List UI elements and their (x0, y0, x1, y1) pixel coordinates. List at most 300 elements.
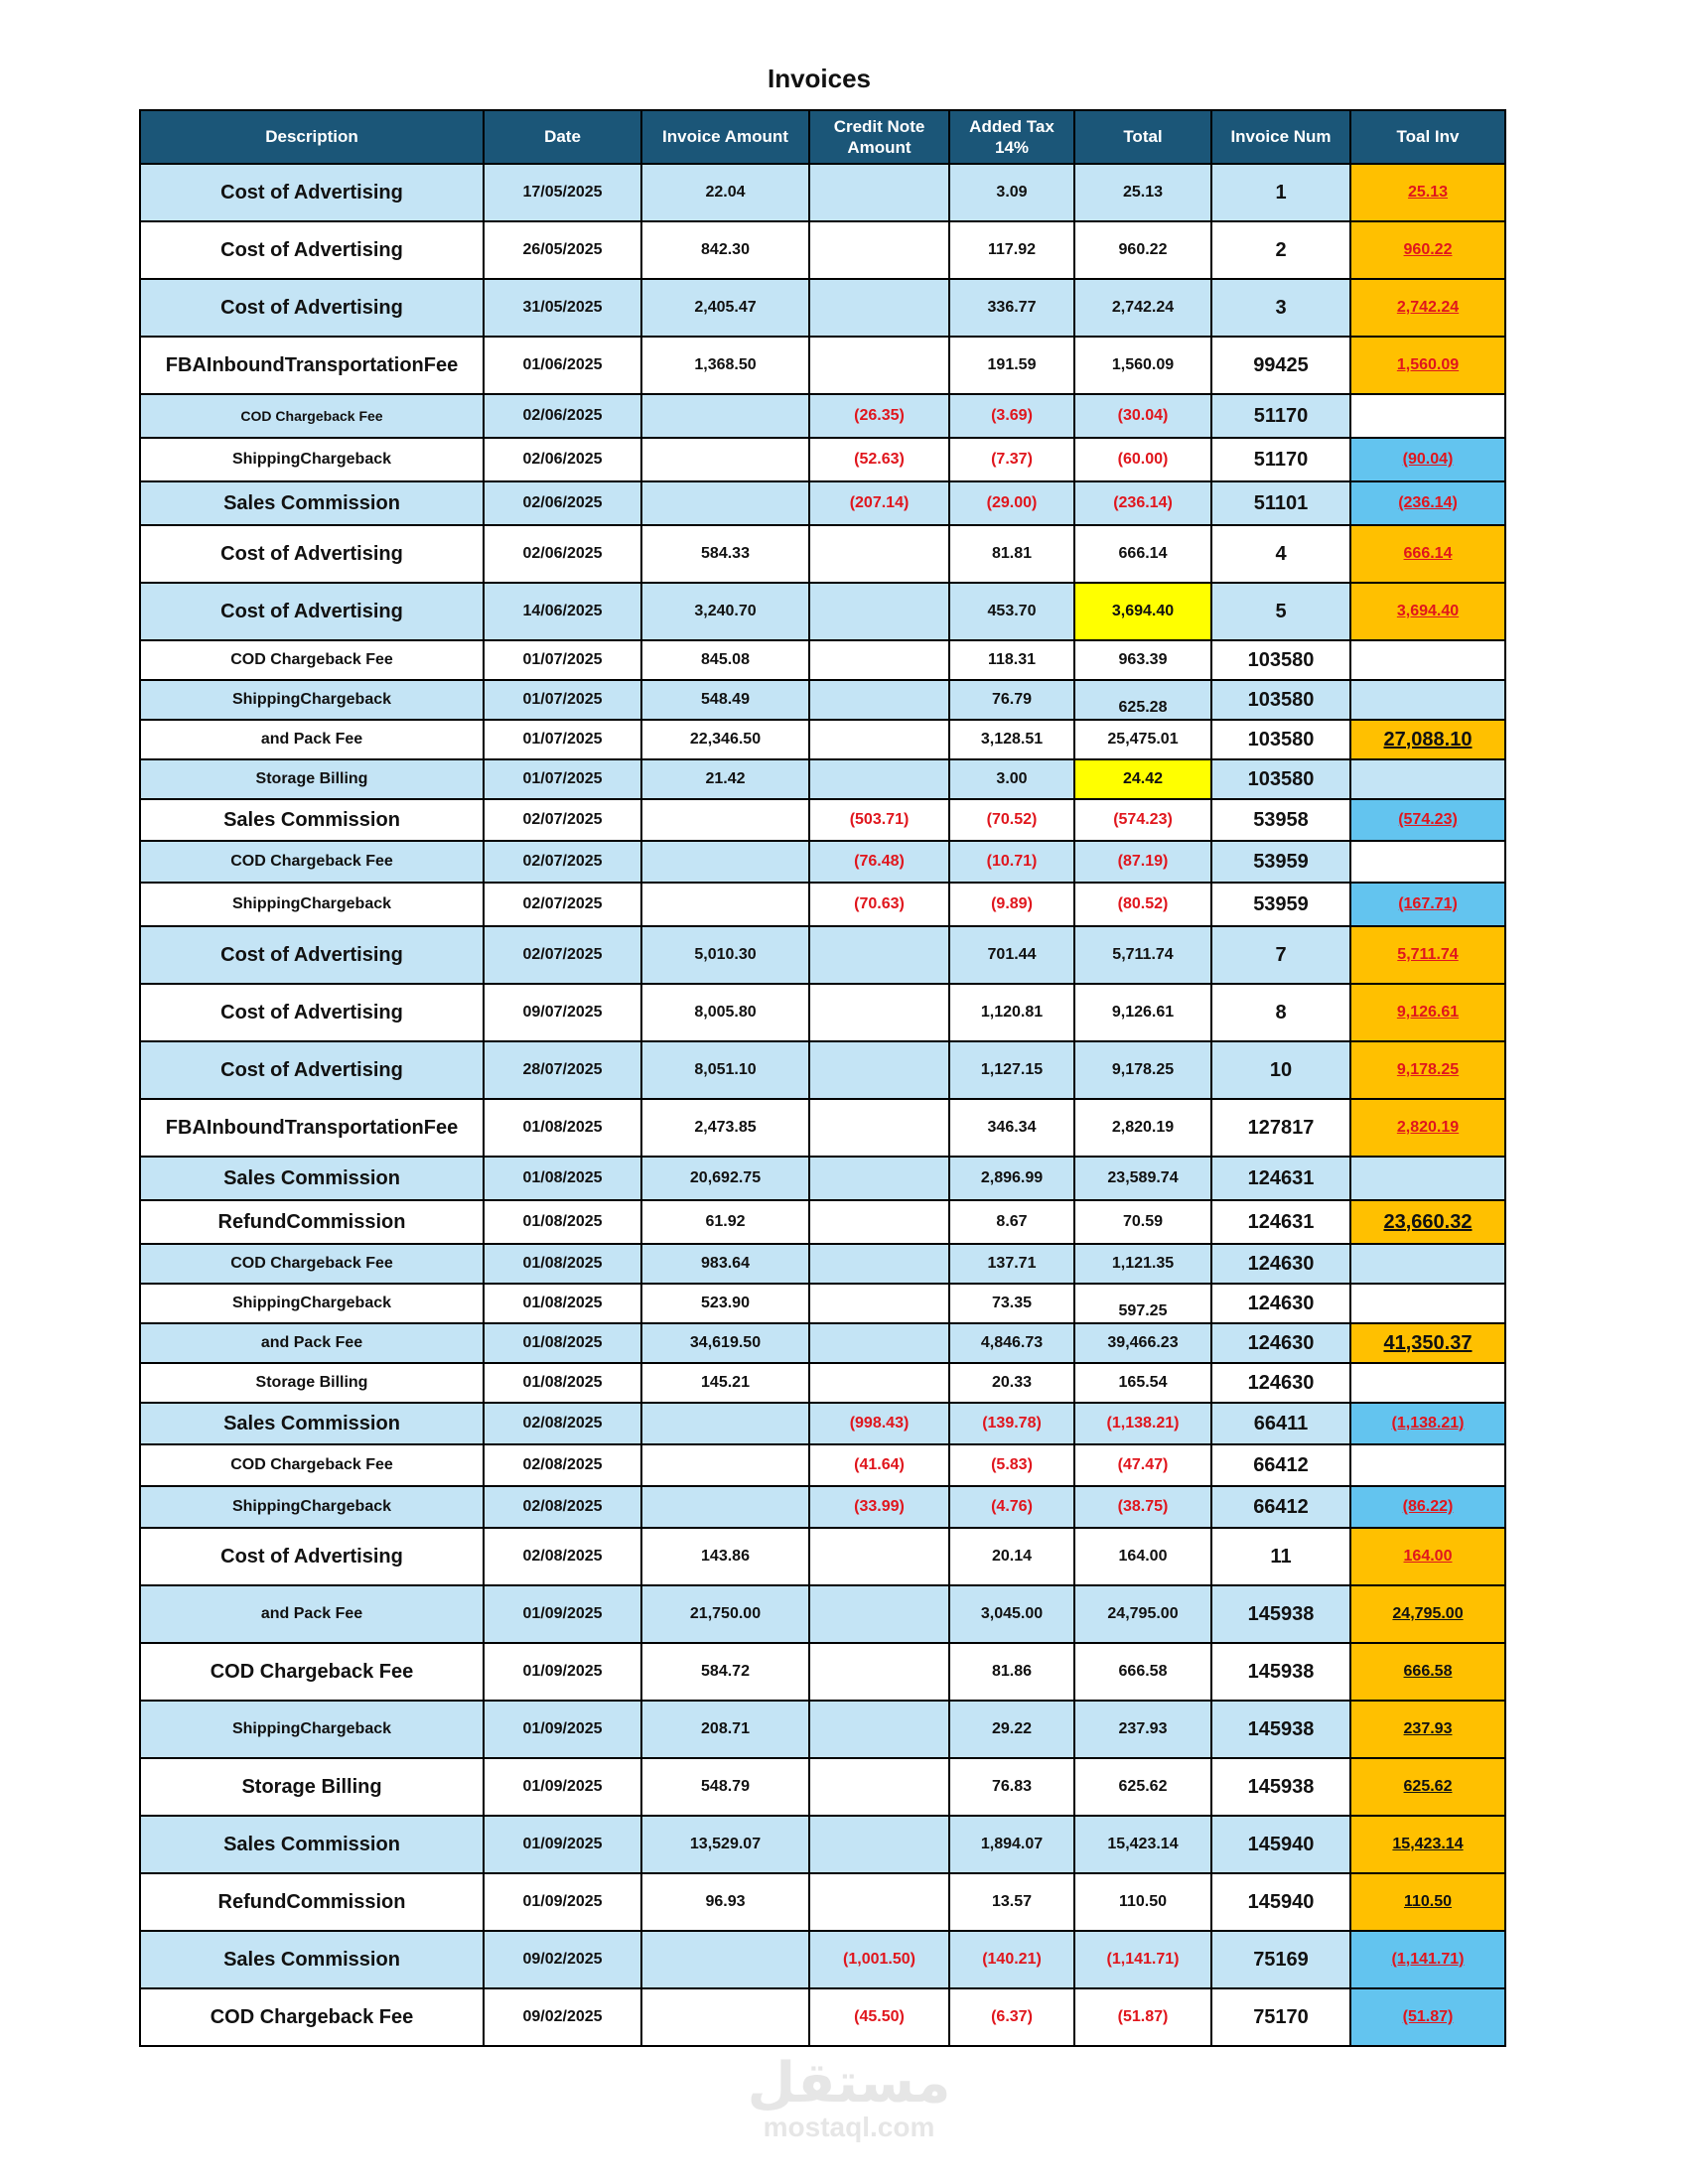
total-cell: 625.62 (1074, 1758, 1211, 1816)
date-cell: 01/07/2025 (484, 640, 641, 680)
description-cell: COD Chargeback Fee (140, 1643, 484, 1701)
total-cell: 23,589.74 (1074, 1157, 1211, 1200)
total-cell: 666.14 (1074, 525, 1211, 583)
credit-note-cell: (998.43) (809, 1403, 949, 1444)
date-cell: 01/08/2025 (484, 1099, 641, 1157)
watermark-arabic: مستقل (747, 2051, 951, 2114)
description-cell: Cost of Advertising (140, 164, 484, 221)
total-inv-cell (1350, 1157, 1505, 1200)
date-cell: 31/05/2025 (484, 279, 641, 337)
table-row (140, 337, 1505, 394)
invoice-num-cell: 3 (1211, 279, 1350, 337)
total-cell: 3,694.40 (1074, 583, 1211, 640)
added-tax-cell: 81.81 (949, 525, 1074, 583)
total-inv-value: 15,423.14 (1392, 1836, 1464, 1852)
date-cell: 14/06/2025 (484, 583, 641, 640)
col-header-total: Total (1074, 110, 1211, 164)
credit-note-cell (809, 1528, 949, 1585)
total-cell: 2,742.24 (1074, 279, 1211, 337)
invoice-num-cell: 51170 (1211, 438, 1350, 481)
description-cell: COD Chargeback Fee (140, 1988, 484, 2046)
total-cell: (38.75) (1074, 1486, 1211, 1528)
date-cell: 01/08/2025 (484, 1157, 641, 1200)
table-row (140, 799, 1505, 841)
total-inv-cell (1350, 1816, 1505, 1873)
date-cell: 02/06/2025 (484, 438, 641, 481)
invoice-num-cell: 103580 (1211, 640, 1350, 680)
table-row (140, 481, 1505, 525)
added-tax-cell: 76.83 (949, 1758, 1074, 1816)
date-cell: 01/08/2025 (484, 1323, 641, 1363)
total-inv-value: (574.23) (1398, 811, 1458, 828)
description-cell: ShippingChargeback (140, 883, 484, 926)
table-row (140, 525, 1505, 583)
credit-note-cell: (70.63) (809, 883, 949, 926)
total-inv-value: (90.04) (1402, 451, 1454, 468)
total-inv-value: 24,795.00 (1392, 1605, 1464, 1622)
invoice-amount-cell: 8,051.10 (641, 1041, 809, 1099)
invoice-num-cell: 10 (1211, 1041, 1350, 1099)
invoice-amount-cell: 842.30 (641, 221, 809, 279)
watermark-latin: mostaql.com (763, 2112, 935, 2142)
total-inv-value: 625.62 (1403, 1778, 1453, 1795)
description-cell: COD Chargeback Fee (140, 841, 484, 883)
added-tax-cell: 3.00 (949, 759, 1074, 799)
added-tax-cell: 118.31 (949, 640, 1074, 680)
table-row (140, 164, 1505, 221)
credit-note-cell: (45.50) (809, 1988, 949, 2046)
table-row (140, 1873, 1505, 1931)
table-row (140, 1701, 1505, 1758)
total-inv-cell (1350, 1528, 1505, 1585)
total-cell: 25.13 (1074, 164, 1211, 221)
total-inv-cell (1350, 799, 1505, 841)
total-inv-value: (51.87) (1402, 2008, 1454, 2025)
invoice-amount-cell: 143.86 (641, 1528, 809, 1585)
total-cell: 237.93 (1074, 1701, 1211, 1758)
description-cell: Sales Commission (140, 799, 484, 841)
invoice-num-cell: 51170 (1211, 394, 1350, 438)
invoice-num-cell: 145938 (1211, 1643, 1350, 1701)
date-cell: 09/02/2025 (484, 1931, 641, 1988)
invoice-num-cell: 145938 (1211, 1701, 1350, 1758)
credit-note-cell (809, 525, 949, 583)
date-cell: 28/07/2025 (484, 1041, 641, 1099)
total-inv-value: (86.22) (1402, 1498, 1454, 1515)
table-row (140, 1758, 1505, 1816)
invoice-amount-cell: 548.79 (641, 1758, 809, 1816)
invoice-amount-cell (641, 841, 809, 883)
total-inv-cell (1350, 279, 1505, 337)
total-inv-cell (1350, 640, 1505, 680)
invoice-num-cell: 5 (1211, 583, 1350, 640)
date-cell: 02/06/2025 (484, 481, 641, 525)
total-inv-value: 666.14 (1403, 545, 1453, 562)
invoice-num-cell: 66412 (1211, 1444, 1350, 1486)
total-inv-cell (1350, 1041, 1505, 1099)
added-tax-cell: 3.09 (949, 164, 1074, 221)
invoice-amount-cell: 21.42 (641, 759, 809, 799)
invoice-amount-cell: 1,368.50 (641, 337, 809, 394)
date-cell: 02/07/2025 (484, 926, 641, 984)
total-inv-value: 164.00 (1403, 1548, 1453, 1565)
added-tax-cell: 29.22 (949, 1701, 1074, 1758)
total-inv-cell (1350, 1099, 1505, 1157)
added-tax-cell: (70.52) (949, 799, 1074, 841)
added-tax-cell: 336.77 (949, 279, 1074, 337)
table-row (140, 1041, 1505, 1099)
page-title: Invoices (767, 64, 872, 93)
credit-note-cell (809, 583, 949, 640)
invoice-num-cell: 8 (1211, 984, 1350, 1041)
description-cell: Storage Billing (140, 1363, 484, 1403)
invoice-amount-cell: 548.49 (641, 680, 809, 720)
total-inv-cell (1350, 438, 1505, 481)
table-row (140, 1403, 1505, 1444)
added-tax-cell: (9.89) (949, 883, 1074, 926)
invoice-num-cell: 7 (1211, 926, 1350, 984)
table-row (140, 1486, 1505, 1528)
date-cell: 01/07/2025 (484, 759, 641, 799)
table-row (140, 1363, 1505, 1403)
credit-note-cell (809, 640, 949, 680)
total-cell: (30.04) (1074, 394, 1211, 438)
credit-note-cell (809, 759, 949, 799)
description-cell: Storage Billing (140, 759, 484, 799)
table-row (140, 438, 1505, 481)
total-inv-value: 2,742.24 (1396, 299, 1460, 316)
description-cell: Cost of Advertising (140, 221, 484, 279)
total-cell: 9,126.61 (1074, 984, 1211, 1041)
total-inv-cell (1350, 1323, 1505, 1363)
total-inv-cell (1350, 583, 1505, 640)
date-cell: 01/09/2025 (484, 1701, 641, 1758)
date-cell: 02/06/2025 (484, 394, 641, 438)
table-row (140, 1988, 1505, 2046)
added-tax-cell: 2,896.99 (949, 1157, 1074, 1200)
credit-note-cell (809, 1099, 949, 1157)
invoice-amount-cell: 21,750.00 (641, 1585, 809, 1643)
added-tax-cell: 137.71 (949, 1244, 1074, 1284)
total-inv-value: 2,820.19 (1396, 1119, 1460, 1136)
table-row (140, 1585, 1505, 1643)
total-cell: 24,795.00 (1074, 1585, 1211, 1643)
invoice-num-cell: 51101 (1211, 481, 1350, 525)
total-inv-cell (1350, 221, 1505, 279)
date-cell: 02/06/2025 (484, 525, 641, 583)
added-tax-cell: 3,128.51 (949, 720, 1074, 759)
total-inv-cell (1350, 337, 1505, 394)
total-cell: 39,466.23 (1074, 1323, 1211, 1363)
description-cell: Cost of Advertising (140, 583, 484, 640)
table-row (140, 640, 1505, 680)
total-inv-cell (1350, 1931, 1505, 1988)
description-cell: and Pack Fee (140, 1585, 484, 1643)
total-cell: 960.22 (1074, 221, 1211, 279)
total-cell: 1,121.35 (1074, 1244, 1211, 1284)
total-cell: 24.42 (1074, 759, 1211, 799)
table-row (140, 759, 1505, 799)
description-cell: Sales Commission (140, 481, 484, 525)
total-inv-value: (1,141.71) (1391, 1951, 1465, 1968)
invoice-amount-cell (641, 394, 809, 438)
description-cell: RefundCommission (140, 1873, 484, 1931)
total-inv-cell (1350, 1284, 1505, 1323)
invoice-amount-cell: 584.33 (641, 525, 809, 583)
total-inv-cell (1350, 525, 1505, 583)
invoice-num-cell: 103580 (1211, 720, 1350, 759)
date-cell: 17/05/2025 (484, 164, 641, 221)
added-tax-cell: (139.78) (949, 1403, 1074, 1444)
total-inv-value: 27,088.10 (1383, 728, 1473, 751)
added-tax-cell: 701.44 (949, 926, 1074, 984)
watermark (730, 2053, 968, 2142)
invoice-num-cell: 103580 (1211, 759, 1350, 799)
added-tax-cell: 73.35 (949, 1284, 1074, 1323)
added-tax-cell: 76.79 (949, 680, 1074, 720)
invoice-num-cell: 99425 (1211, 337, 1350, 394)
total-inv-cell (1350, 1244, 1505, 1284)
date-cell: 01/08/2025 (484, 1363, 641, 1403)
date-cell: 01/07/2025 (484, 720, 641, 759)
total-inv-cell (1350, 481, 1505, 525)
table-row (140, 221, 1505, 279)
total-inv-cell (1350, 1200, 1505, 1244)
invoice-num-cell: 124630 (1211, 1284, 1350, 1323)
table-row (140, 583, 1505, 640)
total-cell: 666.58 (1074, 1643, 1211, 1701)
invoice-num-cell: 53959 (1211, 883, 1350, 926)
total-inv-cell (1350, 1758, 1505, 1816)
date-cell: 01/08/2025 (484, 1200, 641, 1244)
description-cell: COD Chargeback Fee (140, 640, 484, 680)
description-cell: Sales Commission (140, 1403, 484, 1444)
invoice-amount-cell: 523.90 (641, 1284, 809, 1323)
invoice-num-cell: 127817 (1211, 1099, 1350, 1157)
invoice-amount-cell: 34,619.50 (641, 1323, 809, 1363)
credit-note-cell (809, 1758, 949, 1816)
table-row (140, 1444, 1505, 1486)
date-cell: 02/07/2025 (484, 883, 641, 926)
total-cell: (51.87) (1074, 1988, 1211, 2046)
total-inv-value: 23,660.32 (1383, 1210, 1473, 1233)
credit-note-cell (809, 337, 949, 394)
total-inv-value: 1,560.09 (1396, 356, 1460, 373)
total-inv-cell (1350, 841, 1505, 883)
invoice-amount-cell: 22.04 (641, 164, 809, 221)
credit-note-cell (809, 1323, 949, 1363)
description-cell: Storage Billing (140, 1758, 484, 1816)
invoice-amount-cell (641, 438, 809, 481)
total-cell: 165.54 (1074, 1363, 1211, 1403)
credit-note-cell (809, 164, 949, 221)
description-cell: COD Chargeback Fee (140, 1444, 484, 1486)
invoice-amount-cell: 96.93 (641, 1873, 809, 1931)
description-cell: Cost of Advertising (140, 926, 484, 984)
total-inv-value: 5,711.74 (1397, 946, 1459, 963)
total-inv-cell (1350, 926, 1505, 984)
invoice-amount-cell: 22,346.50 (641, 720, 809, 759)
description-cell: FBAInboundTransportationFee (140, 1099, 484, 1157)
total-inv-value: 41,350.37 (1383, 1331, 1473, 1354)
header-row (140, 110, 1505, 164)
total-inv-cell (1350, 1444, 1505, 1486)
total-inv-cell (1350, 680, 1505, 720)
description-cell: ShippingChargeback (140, 438, 484, 481)
date-cell: 01/09/2025 (484, 1585, 641, 1643)
total-cell: (60.00) (1074, 438, 1211, 481)
description-cell: Cost of Advertising (140, 279, 484, 337)
table-row (140, 1200, 1505, 1244)
description-cell: and Pack Fee (140, 1323, 484, 1363)
table-row (140, 926, 1505, 984)
invoice-amount-cell (641, 883, 809, 926)
invoice-num-cell: 145940 (1211, 1816, 1350, 1873)
date-cell: 02/08/2025 (484, 1444, 641, 1486)
date-cell: 26/05/2025 (484, 221, 641, 279)
table-row (140, 1099, 1505, 1157)
invoice-num-cell: 124630 (1211, 1244, 1350, 1284)
col-header-credit-note-amount: Credit Note Amount (809, 110, 949, 164)
credit-note-cell (809, 1701, 949, 1758)
description-cell: Sales Commission (140, 1931, 484, 1988)
total-inv-value: 3,694.40 (1396, 603, 1460, 619)
invoice-num-cell: 66411 (1211, 1403, 1350, 1444)
total-cell: (574.23) (1074, 799, 1211, 841)
credit-note-cell (809, 680, 949, 720)
total-cell: (236.14) (1074, 481, 1211, 525)
date-cell: 01/09/2025 (484, 1873, 641, 1931)
total-inv-cell (1350, 1585, 1505, 1643)
col-header-date: Date (484, 110, 641, 164)
credit-note-cell: (52.63) (809, 438, 949, 481)
invoice-amount-cell (641, 1931, 809, 1988)
invoice-amount-cell: 983.64 (641, 1244, 809, 1284)
invoice-num-cell: 145938 (1211, 1758, 1350, 1816)
invoice-num-cell: 75169 (1211, 1931, 1350, 1988)
total-inv-cell (1350, 1701, 1505, 1758)
date-cell: 01/09/2025 (484, 1816, 641, 1873)
description-cell: Sales Commission (140, 1816, 484, 1873)
invoice-amount-cell: 61.92 (641, 1200, 809, 1244)
total-inv-value: (236.14) (1398, 494, 1458, 511)
description-cell: and Pack Fee (140, 720, 484, 759)
total-cell: (1,141.71) (1074, 1931, 1211, 1988)
credit-note-cell (809, 1041, 949, 1099)
credit-note-cell: (76.48) (809, 841, 949, 883)
credit-note-cell (809, 1873, 949, 1931)
total-inv-cell (1350, 1988, 1505, 2046)
total-inv-cell (1350, 164, 1505, 221)
description-cell: Cost of Advertising (140, 1041, 484, 1099)
total-cell: 597.25 (1074, 1284, 1211, 1323)
credit-note-cell: (41.64) (809, 1444, 949, 1486)
date-cell: 02/08/2025 (484, 1528, 641, 1585)
table-row (140, 680, 1505, 720)
credit-note-cell (809, 1200, 949, 1244)
credit-note-cell (809, 720, 949, 759)
credit-note-cell (809, 1363, 949, 1403)
added-tax-cell: 1,127.15 (949, 1041, 1074, 1099)
added-tax-cell: (5.83) (949, 1444, 1074, 1486)
date-cell: 02/08/2025 (484, 1486, 641, 1528)
invoice-amount-cell: 20,692.75 (641, 1157, 809, 1200)
total-inv-cell (1350, 720, 1505, 759)
credit-note-cell: (503.71) (809, 799, 949, 841)
invoice-amount-cell (641, 1486, 809, 1528)
added-tax-cell: (7.37) (949, 438, 1074, 481)
date-cell: 01/06/2025 (484, 337, 641, 394)
total-cell: 1,560.09 (1074, 337, 1211, 394)
added-tax-cell: (6.37) (949, 1988, 1074, 2046)
date-cell: 01/08/2025 (484, 1244, 641, 1284)
added-tax-cell: 346.34 (949, 1099, 1074, 1157)
credit-note-cell (809, 1643, 949, 1701)
added-tax-cell: 8.67 (949, 1200, 1074, 1244)
added-tax-cell: 3,045.00 (949, 1585, 1074, 1643)
total-inv-cell (1350, 759, 1505, 799)
invoice-amount-cell (641, 1988, 809, 2046)
invoice-num-cell: 75170 (1211, 1988, 1350, 2046)
total-inv-value: 666.58 (1403, 1663, 1453, 1680)
credit-note-cell (809, 1157, 949, 1200)
date-cell: 01/09/2025 (484, 1758, 641, 1816)
added-tax-cell: (140.21) (949, 1931, 1074, 1988)
total-inv-value: (1,138.21) (1391, 1415, 1465, 1432)
added-tax-cell: 117.92 (949, 221, 1074, 279)
date-cell: 02/07/2025 (484, 799, 641, 841)
added-tax-cell: 20.33 (949, 1363, 1074, 1403)
added-tax-cell: 453.70 (949, 583, 1074, 640)
total-inv-value: 110.50 (1403, 1893, 1453, 1910)
date-cell: 02/07/2025 (484, 841, 641, 883)
table-row (140, 841, 1505, 883)
invoice-amount-cell: 2,405.47 (641, 279, 809, 337)
table-row (140, 1323, 1505, 1363)
credit-note-cell: (26.35) (809, 394, 949, 438)
total-cell: 625.28 (1074, 680, 1211, 720)
total-inv-cell (1350, 1643, 1505, 1701)
date-cell: 01/09/2025 (484, 1643, 641, 1701)
total-inv-cell (1350, 1486, 1505, 1528)
invoice-num-cell: 124631 (1211, 1200, 1350, 1244)
total-cell: 963.39 (1074, 640, 1211, 680)
total-inv-cell (1350, 883, 1505, 926)
invoice-num-cell: 145938 (1211, 1585, 1350, 1643)
total-inv-value: 960.22 (1403, 241, 1453, 258)
added-tax-cell: 4,846.73 (949, 1323, 1074, 1363)
total-cell: 2,820.19 (1074, 1099, 1211, 1157)
total-inv-cell (1350, 1403, 1505, 1444)
invoice-amount-cell (641, 1444, 809, 1486)
invoice-num-cell: 53959 (1211, 841, 1350, 883)
description-cell: FBAInboundTransportationFee (140, 337, 484, 394)
table-row (140, 1931, 1505, 1988)
credit-note-cell: (207.14) (809, 481, 949, 525)
total-inv-cell (1350, 984, 1505, 1041)
total-cell: (1,138.21) (1074, 1403, 1211, 1444)
total-cell: 9,178.25 (1074, 1041, 1211, 1099)
description-cell: Cost of Advertising (140, 984, 484, 1041)
total-cell: 110.50 (1074, 1873, 1211, 1931)
col-header-added-tax: Added Tax 14% (949, 110, 1074, 164)
date-cell: 09/02/2025 (484, 1988, 641, 2046)
invoice-num-cell: 66412 (1211, 1486, 1350, 1528)
added-tax-cell: 1,894.07 (949, 1816, 1074, 1873)
table-row (140, 984, 1505, 1041)
invoice-amount-cell: 8,005.80 (641, 984, 809, 1041)
table-row (140, 1643, 1505, 1701)
